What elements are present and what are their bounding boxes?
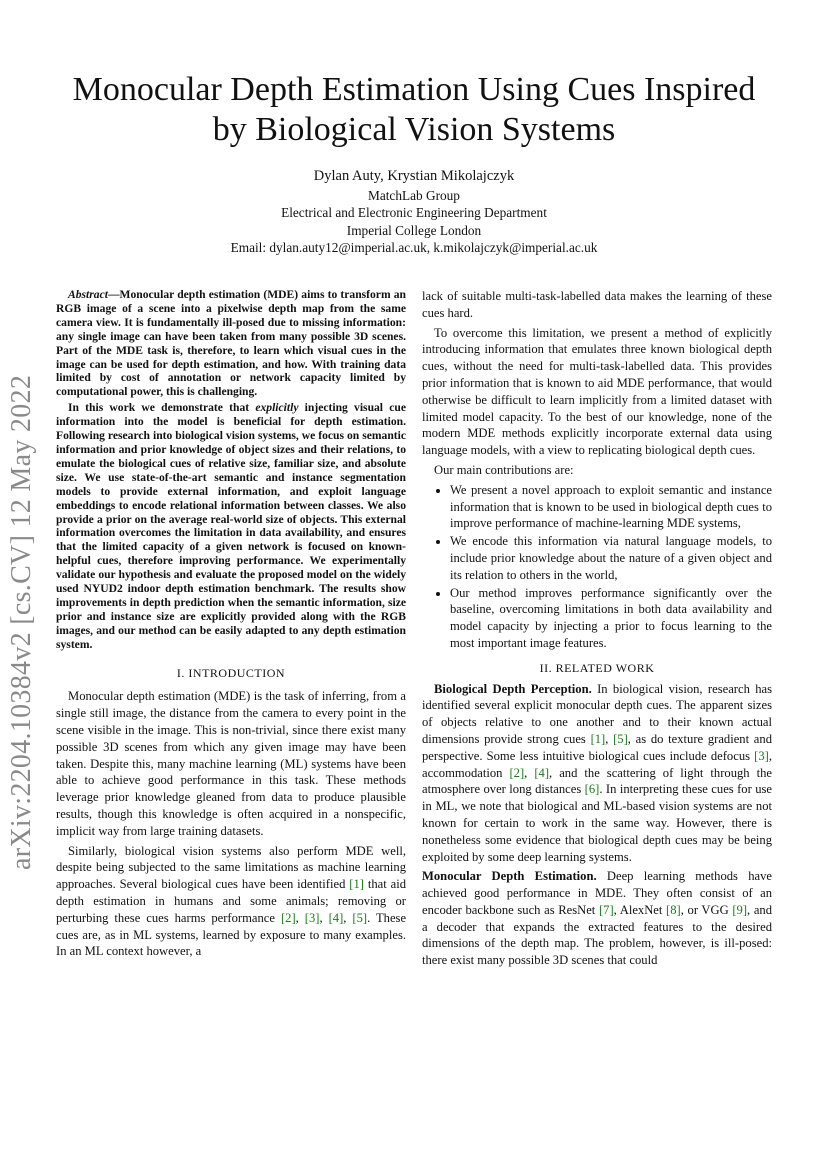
intro-paragraph-2: Similarly, biological vision systems also perform MDE well, despite being subjected to the same limitations as machine learning approaches. Several biological cues have been identified [1] that aid depth estimation in humans and some animals; removing or perturbing these cues harms performance [2], [3], [4], [5]. These cues are, as in ML systems, learned by exposure to many examples. In an ML context however, a [56, 843, 407, 959]
paragraph-heading: Biological Depth Perception. [434, 681, 592, 696]
author-block [60, 168, 768, 257]
intro-paragraph-1: Monocular depth estimation (MDE) is the task of inferring, from a single still image, the distance from the camera to every point in the scene visible in the image. This is non-trivial, since there exist many possible 3D scenes from which any given image may have been taken. Despite this, many machine learning (ML) systems have been able to achieve good performance in this task. These methods leverage prior knowledge gleaned from data to produce plausible results, though this knowledge is often acquired in a nonspecific, implicit way from large training datasets. [56, 689, 406, 838]
abstract-paragraph-2: In this work we demonstrate that explicitly injecting visual cue information into the model is beneficial for depth estimation. Following research into biological vision systems, we focus on semantic information and prior knowledge of object sizes and their relations, to emulate the biological cues of relative size, familiar size, and absolute size. We use state-of-the-art semantic and instance segmentation models to provide external information, and exploit language embeddings to encode relational information between classes. We also provide a prior on the average real-world size of objects. This external information overcomes the limitation in data availability, and ensures that the limited capacity of a given network is focused on known-helpful cues, therefore improving performance. We experimentally validate our hypothesis and evaluate the proposed model on the widely used NYUD2 indoor depth estimation benchmark. The results show improvements in depth prediction when the semantic information, size prior and instance size are explicitly provided along with the RGB images, and our method can be easily adapted to any depth estimation system. [56, 401, 406, 651]
section-heading-introduction: I. INTRODUCTION [176, 665, 286, 680]
abstract-emphasis: explicitly [255, 401, 299, 415]
citation-link[interactable]: [2] [509, 765, 525, 780]
citation-link[interactable]: [6] [584, 782, 600, 797]
contributions-list [422, 482, 772, 652]
paper-title: Monocular Depth Estimation Using Cues Inspired by Biological Vision Systems [72, 71, 756, 148]
related-paragraph-biological: Biological Depth Perception. In biological vision, research has identified several explicit monocular depth cues. The apparent sizes of objects relative to one another and to their known actual dimensions provide strong cues [1], [5], as do texture gradient and perspective. Some less intuitive biological cues include defocus [3], accommodation [2], [4], and the scattering of light through the atmosphere over long distances [6]. In interpreting these cues for use in ML, we note that biological and ML-based vision systems are not known for certain to work in the same way. However, there is nonetheless some evidence that biological depth cues may be being exploited by some deep learning systems. [422, 681, 773, 864]
list-item: • Our method improves performance significantly over the baseline, overcoming limitations in both data availability and model capacity by injecting a prior to focus learning to the most important image features. [450, 585, 772, 652]
citation-link[interactable]: [8] [666, 902, 681, 917]
paragraph-heading: Monocular Depth Estimation. [422, 869, 597, 884]
citation-link[interactable]: [5] [352, 910, 368, 925]
citation-link[interactable]: [3] [754, 748, 769, 763]
author-names: Dylan Auty, Krystian Mikolajczyk [313, 168, 515, 184]
citation-link[interactable]: [4] [328, 910, 344, 925]
citation-link[interactable]: [1] [349, 877, 364, 892]
abstract-label: Abstract [68, 288, 108, 301]
author-group: MatchLab Group [368, 187, 460, 203]
citation-link[interactable]: [1] [590, 731, 606, 746]
arxiv-identifier: arXiv:2204.10384v2 [cs.CV] 12 May 2022 [6, 374, 37, 870]
list-item: • We present a novel approach to exploit semantic and instance information that is known to be used in biological depth cues to improve performance of machine-learning MDE systems, [450, 482, 772, 532]
citation-link[interactable]: [5] [613, 731, 628, 746]
intro-paragraph-4: Our main contributions are: [434, 462, 574, 477]
author-email: Email: dylan.auty12@imperial.ac.uk, k.mikolajczyk@imperial.ac.uk [230, 240, 598, 255]
citation-link[interactable]: [3] [304, 910, 320, 925]
right-column [422, 288, 772, 972]
abstract-paragraph-1: Abstract—Monocular depth estimation (MDE) aims to transform an RGB image of a scene into a pixelwise depth map from the same camera view. It is fundamentally ill-posed due to missing information: any single image can have been taken from many possible 3D scenes. Part of the MDE task is, therefore, to learn which visual cues in the image can be used for depth estimation, and how. With training data limited by cost of annotation or network capacity limited by computational power, this is challenging. [56, 288, 406, 399]
left-column [56, 288, 406, 963]
list-item: • We encode this information via natural language models, to include prior knowledge about the nature of a given object and its relation to others in the world, [450, 533, 772, 583]
citation-link[interactable]: [7] [598, 902, 614, 917]
author-department: Electrical and Electronic Engineering Department [281, 205, 547, 220]
author-institution: Imperial College London [346, 222, 482, 238]
intro-paragraph-3: To overcome this limitation, we present a method of explicitly introducing information that emulates three known biological depth cues, without the need for multi-task-labelled data. This provides prior information that is known to aid MDE performance, that would otherwise be difficult to learn implicitly from a limited dataset with limited model capacity. To the best of our knowledge, none of the modern MDE methods explicitly incorporate external data using language models, with a view to replicating biological depth cues. [422, 325, 772, 458]
citation-link[interactable]: [2] [280, 910, 296, 925]
citation-link[interactable]: [4] [534, 765, 550, 780]
section-heading-related-work: II. RELATED WORK [539, 660, 655, 675]
related-paragraph-mde: Monocular Depth Estimation. Deep learning methods have achieved good performance in MDE. They often consist of an encoder backbone such as ResNet [7], AlexNet [8], or VGG [9], and a decoder that expands the extracted features to the desired dimensions of the depth map. The problem, however, is ill-posed: there exist many possible 3D scenes that could [422, 869, 773, 968]
intro-continuation: lack of suitable multi-task-labelled data makes the learning of these cues hard. [422, 289, 772, 320]
citation-link[interactable]: [9] [732, 902, 748, 917]
